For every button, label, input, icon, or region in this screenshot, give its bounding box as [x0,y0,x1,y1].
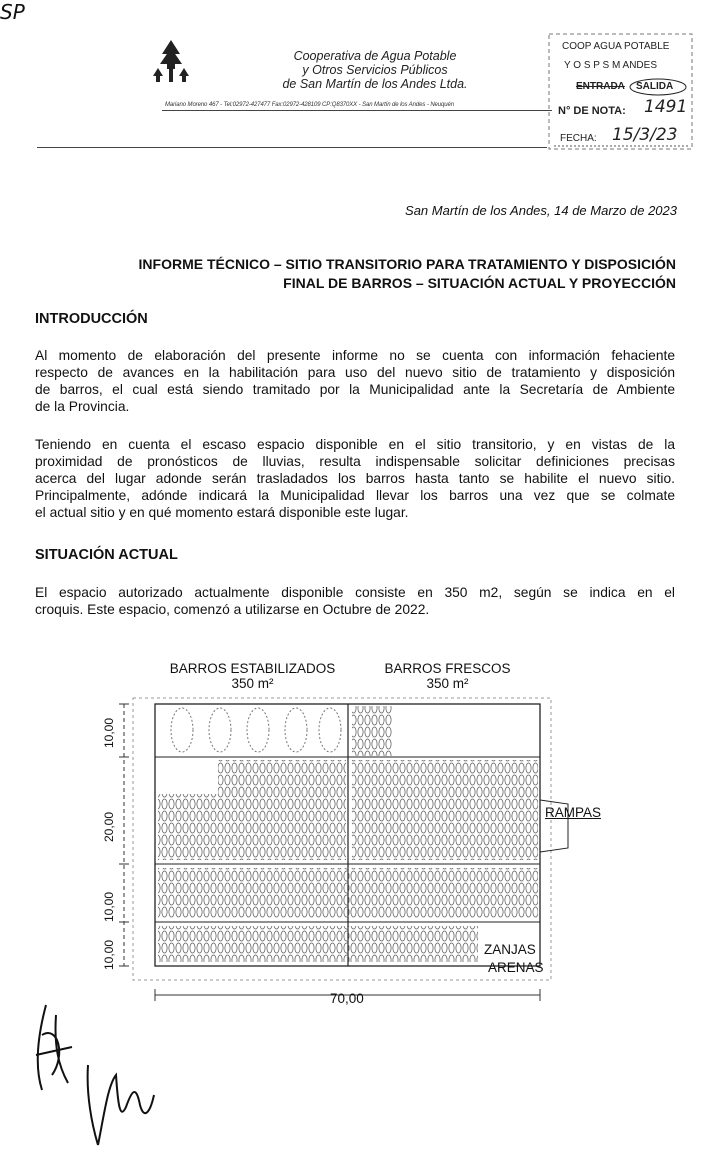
fresh-area: 350 m² [426,676,469,691]
intro-p1-line: Al momento de elaboración del presente informe no se cuenta con información fehaciente [35,348,675,363]
intro-p1-line: de la Provincia. [35,399,130,414]
stamp-note-value: 1491 [644,97,688,117]
intro-p1-line: respecto de avances en la habilitación para uso del nuevo sitio de tratamiento y disposición [35,365,675,380]
heading-situacion-actual: SITUACIÓN ACTUAL [35,547,178,563]
document-date: San Martín de los Andes, 14 de Marzo de 2023 [405,203,677,218]
org-line-2: y Otros Servicios Públicos [302,63,448,77]
situation-line: croquis. Este espacio, comenzó a utilizarse en Octubre de 2022. [35,602,430,617]
intro-p2-line: Principalmente, adónde indicará la Municipalidad llevar los barros una vez que se colmate [35,488,675,503]
dimension-middle: 20,00 [102,811,116,842]
intro-p1-line: de barros, el cual está siendo tramitado por la Municipalidad ante la Secretaría de Ambiente [35,382,675,397]
stamp-date-label: FECHA: [560,133,597,144]
org-line-3: de San Martín de los Andes Ltda. [282,77,468,91]
stamp-line-2: Y O S P S M ANDES [564,60,657,71]
stamp-line-1: COOP AGUA POTABLE [562,41,670,52]
org-line-1: Cooperativa de Agua Potable [293,49,457,63]
title-line-1: INFORME TÉCNICO – SITIO TRANSITORIO PARA TRATAMIENTO Y DISPOSICIÓN [138,256,676,272]
heading-introduccion: INTRODUCCIÓN [35,311,148,327]
stamp-entrada: ENTRADA [576,81,625,92]
organization-name [230,49,520,91]
stamp-salida: SALIDA [636,81,674,92]
dimension-width: 70,00 [330,991,364,1006]
reception-stamp [548,33,694,151]
report-title [40,255,676,293]
stabilized-title: BARROS ESTABILIZADOS [169,661,336,676]
stamp-date-value: 15/3/23 [612,125,678,145]
signatures [28,995,168,1150]
title-line-2: FINAL DE BARROS – SITUACIÓN ACTUAL Y PROYECCIÓN [283,275,676,291]
dimension-bottom: 10,00 [102,939,116,970]
dimension-lower: 10,00 [102,891,116,922]
intro-paragraph-1 [35,347,675,415]
stabilized-area: 350 m² [231,676,274,691]
header-bottom-divider [37,147,547,148]
corner-mark: SP [0,0,25,24]
letterhead-address: Mariano Moreno 467 - Tel:02972-427477 Fax:02972-428109 CP:Q8370XX - San Martín de los Andes - Neuquén [165,102,454,108]
intro-paragraph-2 [35,436,675,521]
intro-p2-line: acerca del lugar adonde serán trasladados los barros hasta tanto se habilite el nuevo sitio. [35,471,675,486]
cooperative-logo [150,38,192,88]
letterhead-divider [162,110,552,111]
situation-paragraph [35,584,675,618]
label-ramps: RAMPAS [545,805,602,820]
label-trenches: ZANJAS [484,942,536,957]
intro-p2-line: proximidad de pronósticos de lluvias, resulta indispensable solicitar definiciones precisas [35,454,675,469]
dimension-top: 10,00 [102,717,116,748]
fresh-title: BARROS FRESCOS [384,661,511,676]
situation-line: El espacio autorizado actualmente disponible consiste en 350 m2, según se indica en el [35,585,675,600]
intro-p2-line: el actual sitio y en qué momento estará disponible este lugar. [35,505,409,520]
intro-p2-line: Teniendo en cuenta el escaso espacio disponible en el sitio transitorio, y en vistas de la [35,437,675,452]
label-stabilized-sludge [150,661,355,691]
label-fresh-sludge [365,661,530,691]
stamp-note-label: N° DE NOTA: [558,105,626,117]
label-sand: ARENAS [488,960,544,975]
